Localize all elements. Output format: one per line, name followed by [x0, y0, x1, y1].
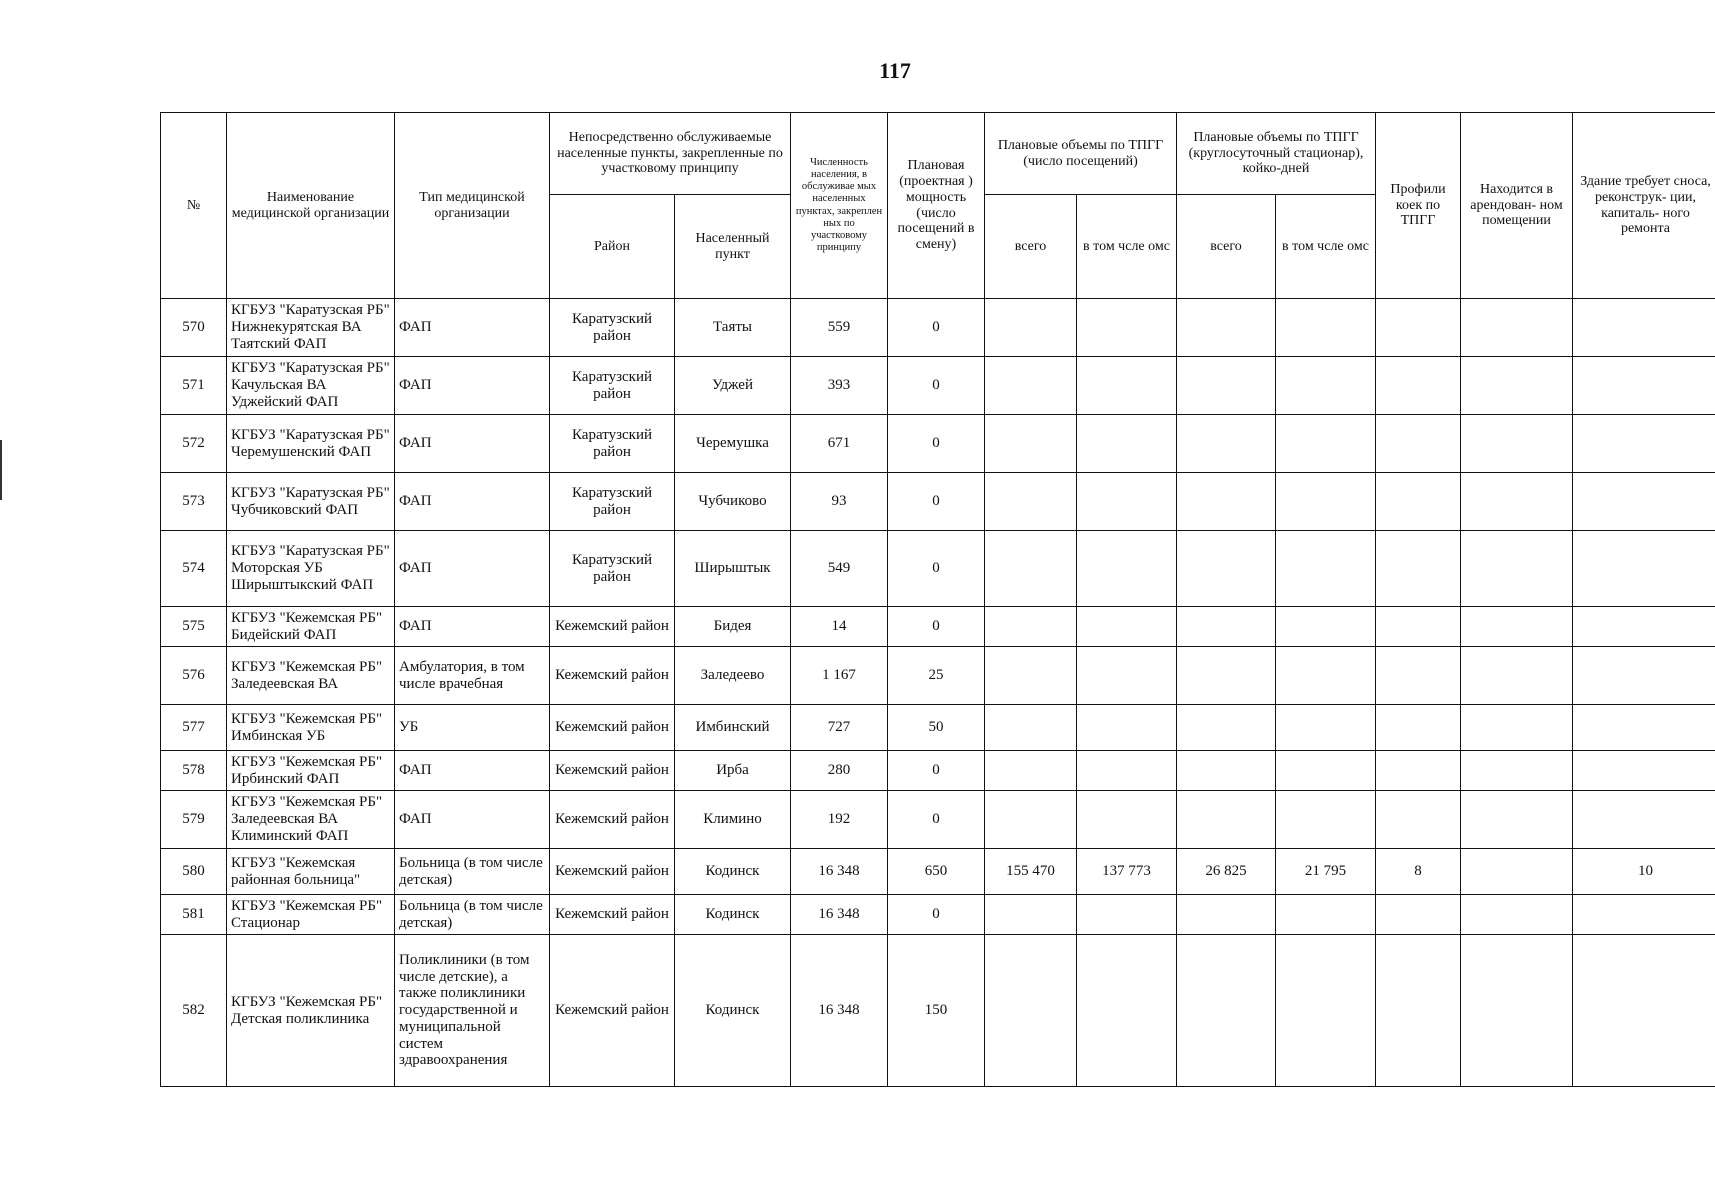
cell-capacity: 0 [888, 415, 985, 473]
cell-bed-profiles [1376, 895, 1461, 935]
cell-org-name: КГБУЗ "Кежемская РБ" Ирбинский ФАП [227, 751, 395, 791]
cell-org-type: Амбулатория, в том числе врачебная [395, 647, 550, 705]
cell-org-name: КГБУЗ "Кежемская РБ" Детская поликлиника [227, 935, 395, 1087]
cell-org-name: КГБУЗ "Кежемская РБ" Заледеевская ВА Климинский ФАП [227, 791, 395, 849]
table-row [161, 895, 1715, 935]
cell-capacity: 25 [888, 647, 985, 705]
cell-inpatient-oms [1276, 935, 1376, 1087]
cell-visits-oms [1077, 473, 1177, 531]
cell-bed-profiles [1376, 357, 1461, 415]
cell-capacity: 650 [888, 849, 985, 895]
table-row [161, 607, 1715, 647]
cell-visits-oms [1077, 647, 1177, 705]
cell-visits-total [985, 791, 1077, 849]
cell-visits-total [985, 935, 1077, 1087]
cell-population: 14 [791, 607, 888, 647]
cell-org-name: КГБУЗ "Кежемская РБ" Бидейский ФАП [227, 607, 395, 647]
cell-visits-total [985, 531, 1077, 607]
cell-visits-total [985, 647, 1077, 705]
cell-inpatient-total [1177, 607, 1276, 647]
cell-org-type: ФАП [395, 415, 550, 473]
cell-org-name: КГБУЗ "Каратузская РБ" Моторская УБ Ширыштыкский ФАП [227, 531, 395, 607]
cell-visits-total [985, 895, 1077, 935]
cell-row-number: 571 [161, 357, 227, 415]
cell-org-name: КГБУЗ "Кежемская районная больница" [227, 849, 395, 895]
cell-population: 16 348 [791, 895, 888, 935]
cell-inpatient-oms [1276, 791, 1376, 849]
cell-row-number: 573 [161, 473, 227, 531]
table-body [161, 299, 1715, 1087]
cell-bed-profiles [1376, 705, 1461, 751]
cell-inpatient-oms [1276, 607, 1376, 647]
cell-rented [1461, 357, 1573, 415]
table-row [161, 849, 1715, 895]
cell-visits-oms [1077, 705, 1177, 751]
cell-capacity: 0 [888, 607, 985, 647]
cell-district: Кежемский район [550, 935, 675, 1087]
cell-visits-total [985, 607, 1077, 647]
header-org-name: Наименование медицинской организации [227, 113, 395, 299]
table-row [161, 415, 1715, 473]
cell-inpatient-total [1177, 895, 1276, 935]
cell-row-number: 580 [161, 849, 227, 895]
header-building-repair: Здание требует сноса, реконструк- ции, капиталь- ного ремонта [1573, 113, 1715, 299]
cell-capacity: 0 [888, 895, 985, 935]
cell-inpatient-total [1177, 705, 1276, 751]
cell-visits-total [985, 473, 1077, 531]
cell-visits-oms [1077, 935, 1177, 1087]
header-capacity: Плановая (проектная ) мощность (число посещений в смену) [888, 113, 985, 299]
cell-locality: Ирба [675, 751, 791, 791]
cell-bed-profiles [1376, 791, 1461, 849]
cell-inpatient-oms [1276, 415, 1376, 473]
cell-org-type: ФАП [395, 531, 550, 607]
cell-district: Кежемский район [550, 849, 675, 895]
cell-inpatient-total [1177, 791, 1276, 849]
table-row [161, 751, 1715, 791]
cell-inpatient-oms [1276, 299, 1376, 357]
cell-inpatient-oms [1276, 895, 1376, 935]
cell-bed-profiles [1376, 415, 1461, 473]
header-bed-profiles: Профили коек по ТПГГ [1376, 113, 1461, 299]
cell-locality: Уджей [675, 357, 791, 415]
cell-rented [1461, 895, 1573, 935]
cell-population: 280 [791, 751, 888, 791]
cell-bed-profiles [1376, 531, 1461, 607]
cell-population: 559 [791, 299, 888, 357]
cell-district: Кежемский район [550, 647, 675, 705]
header-num: № [161, 113, 227, 299]
cell-capacity: 0 [888, 357, 985, 415]
cell-visits-total [985, 705, 1077, 751]
cell-capacity: 0 [888, 751, 985, 791]
cell-row-number: 576 [161, 647, 227, 705]
cell-building-repair [1573, 895, 1715, 935]
cell-inpatient-total [1177, 299, 1276, 357]
cell-building-repair [1573, 647, 1715, 705]
cell-locality: Заледеево [675, 647, 791, 705]
cell-rented [1461, 849, 1573, 895]
cell-rented [1461, 473, 1573, 531]
cell-building-repair: 10 [1573, 849, 1715, 895]
cell-locality: Кодинск [675, 935, 791, 1087]
scan-edge-mark [0, 440, 2, 500]
header-served-localities: Непосредственно обслуживаемые населенные пункты, закрепленные по участковому принципу [550, 113, 791, 195]
cell-visits-total [985, 357, 1077, 415]
cell-population: 1 167 [791, 647, 888, 705]
cell-org-type: ФАП [395, 473, 550, 531]
cell-locality: Кодинск [675, 895, 791, 935]
cell-bed-profiles [1376, 607, 1461, 647]
cell-visits-oms [1077, 895, 1177, 935]
cell-inpatient-total [1177, 531, 1276, 607]
cell-bed-profiles [1376, 299, 1461, 357]
cell-inpatient-oms: 21 795 [1276, 849, 1376, 895]
cell-capacity: 0 [888, 791, 985, 849]
cell-org-name: КГБУЗ "Кежемская РБ" Имбинская УБ [227, 705, 395, 751]
table-row [161, 935, 1715, 1087]
cell-visits-oms [1077, 531, 1177, 607]
cell-locality: Имбинский [675, 705, 791, 751]
cell-inpatient-total [1177, 751, 1276, 791]
table-row [161, 357, 1715, 415]
cell-bed-profiles: 8 [1376, 849, 1461, 895]
cell-district: Кежемский район [550, 607, 675, 647]
cell-visits-oms [1077, 299, 1177, 357]
cell-district: Кежемский район [550, 791, 675, 849]
cell-building-repair [1573, 531, 1715, 607]
cell-inpatient-total [1177, 647, 1276, 705]
cell-rented [1461, 647, 1573, 705]
cell-rented [1461, 751, 1573, 791]
table-row [161, 647, 1715, 705]
cell-rented [1461, 607, 1573, 647]
cell-row-number: 581 [161, 895, 227, 935]
cell-visits-oms [1077, 607, 1177, 647]
cell-visits-total: 155 470 [985, 849, 1077, 895]
cell-bed-profiles [1376, 751, 1461, 791]
cell-building-repair [1573, 415, 1715, 473]
header-visits-total: всего [985, 195, 1077, 299]
cell-visits-oms [1077, 357, 1177, 415]
cell-building-repair [1573, 705, 1715, 751]
header-visits-volume: Плановые объемы по ТПГГ (число посещений) [985, 113, 1177, 195]
table-row [161, 299, 1715, 357]
header-inpatient-oms: в том чсле омс [1276, 195, 1376, 299]
cell-row-number: 570 [161, 299, 227, 357]
cell-org-type: УБ [395, 705, 550, 751]
cell-row-number: 572 [161, 415, 227, 473]
cell-row-number: 575 [161, 607, 227, 647]
page-number: 117 [879, 58, 911, 83]
header-inpatient-volume: Плановые объемы по ТПГГ (круглосуточный стационар), койко-дней [1177, 113, 1376, 195]
cell-capacity: 0 [888, 299, 985, 357]
cell-building-repair [1573, 935, 1715, 1087]
cell-population: 93 [791, 473, 888, 531]
cell-locality: Таяты [675, 299, 791, 357]
cell-visits-oms [1077, 415, 1177, 473]
cell-bed-profiles [1376, 647, 1461, 705]
cell-org-name: КГБУЗ "Каратузская РБ" Нижнекурятская ВА Таятский ФАП [227, 299, 395, 357]
cell-inpatient-total [1177, 357, 1276, 415]
cell-row-number: 577 [161, 705, 227, 751]
table-row [161, 473, 1715, 531]
cell-district: Каратузский район [550, 357, 675, 415]
cell-visits-oms [1077, 791, 1177, 849]
header-district: Район [550, 195, 675, 299]
cell-population: 727 [791, 705, 888, 751]
cell-capacity: 0 [888, 531, 985, 607]
cell-capacity: 0 [888, 473, 985, 531]
cell-rented [1461, 299, 1573, 357]
cell-org-name: КГБУЗ "Каратузская РБ" Черемушенский ФАП [227, 415, 395, 473]
cell-visits-oms [1077, 751, 1177, 791]
cell-row-number: 579 [161, 791, 227, 849]
cell-building-repair [1573, 751, 1715, 791]
header-locality: Населенный пункт [675, 195, 791, 299]
facilities-table [160, 112, 1715, 1087]
cell-inpatient-total [1177, 415, 1276, 473]
cell-capacity: 150 [888, 935, 985, 1087]
cell-org-name: КГБУЗ "Кежемская РБ" Заледеевская ВА [227, 647, 395, 705]
cell-population: 192 [791, 791, 888, 849]
cell-population: 16 348 [791, 849, 888, 895]
header-inpatient-total: всего [1177, 195, 1276, 299]
cell-row-number: 582 [161, 935, 227, 1087]
cell-row-number: 578 [161, 751, 227, 791]
cell-org-type: Больница (в том числе детская) [395, 895, 550, 935]
cell-org-type: ФАП [395, 607, 550, 647]
cell-org-type: Больница (в том числе детская) [395, 849, 550, 895]
cell-rented [1461, 705, 1573, 751]
cell-locality: Чубчиково [675, 473, 791, 531]
cell-org-type: Поликлиники (в том числе детские), а также поликлиники государственной и муниципальной систем здравоохранения [395, 935, 550, 1087]
table-row [161, 791, 1715, 849]
cell-population: 393 [791, 357, 888, 415]
cell-capacity: 50 [888, 705, 985, 751]
cell-locality: Черемушка [675, 415, 791, 473]
cell-visits-total [985, 415, 1077, 473]
cell-visits-total [985, 751, 1077, 791]
cell-population: 671 [791, 415, 888, 473]
table-row [161, 705, 1715, 751]
cell-rented [1461, 791, 1573, 849]
cell-row-number: 574 [161, 531, 227, 607]
cell-inpatient-oms [1276, 647, 1376, 705]
header-visits-oms: в том чсле омс [1077, 195, 1177, 299]
cell-district: Каратузский район [550, 299, 675, 357]
cell-inpatient-total [1177, 935, 1276, 1087]
cell-org-type: ФАП [395, 357, 550, 415]
cell-inpatient-total [1177, 473, 1276, 531]
cell-building-repair [1573, 607, 1715, 647]
cell-building-repair [1573, 357, 1715, 415]
header-rented: Находится в арендован- ном помещении [1461, 113, 1573, 299]
cell-building-repair [1573, 473, 1715, 531]
cell-bed-profiles [1376, 935, 1461, 1087]
cell-inpatient-oms [1276, 751, 1376, 791]
cell-district: Каратузский район [550, 473, 675, 531]
cell-district: Кежемский район [550, 895, 675, 935]
cell-district: Каратузский район [550, 415, 675, 473]
cell-building-repair [1573, 791, 1715, 849]
cell-visits-total [985, 299, 1077, 357]
cell-inpatient-oms [1276, 357, 1376, 415]
cell-bed-profiles [1376, 473, 1461, 531]
header-population: Численность населения, в обслуживае мых населенных пунктах, закреплен ных по участковому принципу [791, 113, 888, 299]
cell-locality: Бидея [675, 607, 791, 647]
cell-inpatient-total: 26 825 [1177, 849, 1276, 895]
cell-inpatient-oms [1276, 473, 1376, 531]
table-row [161, 531, 1715, 607]
cell-rented [1461, 415, 1573, 473]
cell-locality: Кодинск [675, 849, 791, 895]
cell-locality: Климино [675, 791, 791, 849]
header-org-type: Тип медицинской организации [395, 113, 550, 299]
cell-org-type: ФАП [395, 751, 550, 791]
cell-inpatient-oms [1276, 705, 1376, 751]
cell-org-type: ФАП [395, 299, 550, 357]
cell-population: 16 348 [791, 935, 888, 1087]
cell-district: Кежемский район [550, 751, 675, 791]
cell-locality: Ширыштык [675, 531, 791, 607]
cell-org-name: КГБУЗ "Кежемская РБ" Стационар [227, 895, 395, 935]
cell-org-name: КГБУЗ "Каратузская РБ" Качульская ВА Уджейский ФАП [227, 357, 395, 415]
cell-rented [1461, 935, 1573, 1087]
cell-district: Каратузский район [550, 531, 675, 607]
cell-district: Кежемский район [550, 705, 675, 751]
cell-org-name: КГБУЗ "Каратузская РБ" Чубчиковский ФАП [227, 473, 395, 531]
cell-building-repair [1573, 299, 1715, 357]
cell-visits-oms: 137 773 [1077, 849, 1177, 895]
cell-inpatient-oms [1276, 531, 1376, 607]
cell-rented [1461, 531, 1573, 607]
cell-population: 549 [791, 531, 888, 607]
cell-org-type: ФАП [395, 791, 550, 849]
